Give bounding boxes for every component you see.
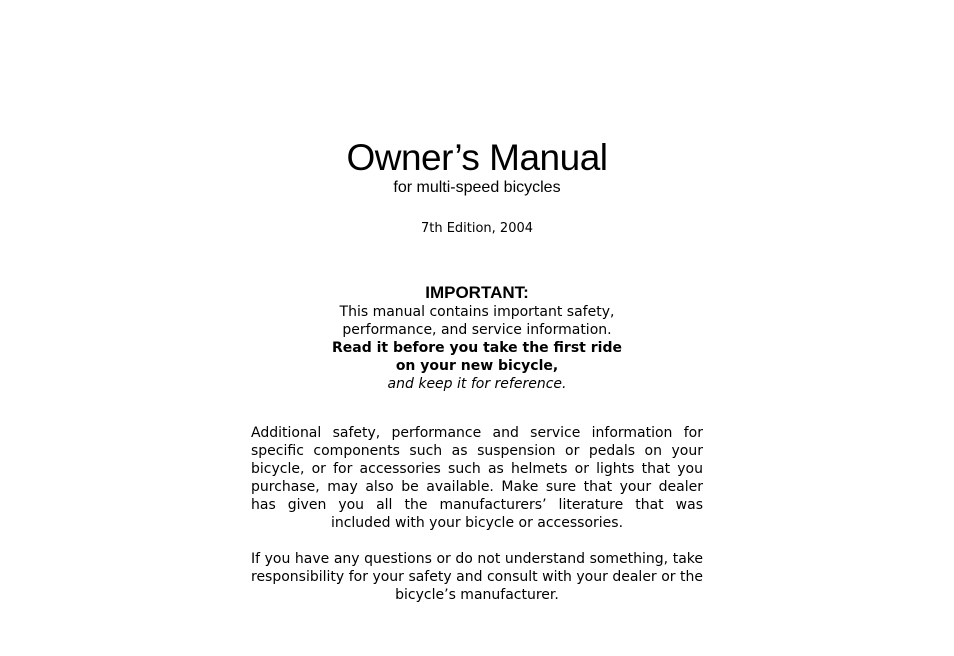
document-title: Owner’s Manual bbox=[346, 137, 608, 178]
questions-paragraph: If you have any questions or do not understand something, take responsibility for your safety and consult with your dealer or the bicycle’s manufacturer. bbox=[251, 551, 703, 603]
important-notice bbox=[0, 283, 954, 393]
important-line-3: Read it before you take the first ride bbox=[332, 340, 622, 356]
document-subtitle: for multi-speed bicycles bbox=[393, 179, 561, 196]
important-heading: IMPORTANT: bbox=[425, 283, 529, 302]
important-line-5: and keep it for reference. bbox=[387, 376, 567, 392]
edition-label: 7th Edition, 2004 bbox=[420, 221, 534, 236]
important-line-2: performance, and service information. bbox=[342, 322, 612, 338]
important-line-1: This manual contains important safety, bbox=[339, 304, 615, 320]
additional-info-paragraph: Additional safety, performance and service information for specific components such as suspension or pedals on your bicycle, or for accessories such as helmets or lights that you purchase, may also be available. Make sure that your dealer has given you all the manufacturers’ literature that was included with your bicycle or accessories. bbox=[251, 425, 703, 531]
important-line-4: on your new bicycle, bbox=[395, 358, 559, 374]
